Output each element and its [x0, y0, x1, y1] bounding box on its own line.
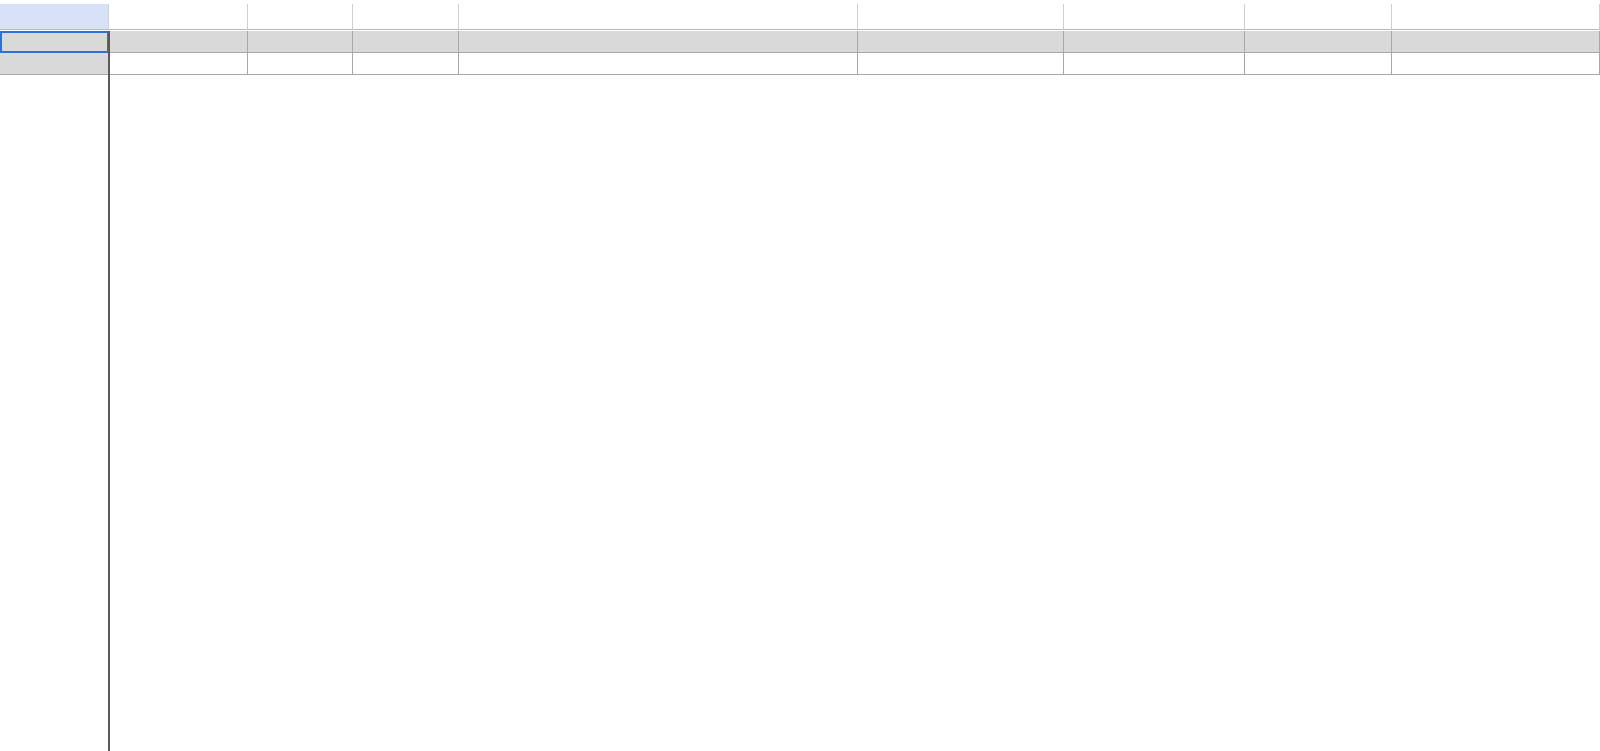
cell-revenue-potential[interactable]	[459, 53, 858, 75]
header-enjoy-work[interactable]	[1245, 31, 1392, 53]
cell-ytd-revenue[interactable]	[353, 53, 459, 75]
column-header-c[interactable]	[248, 4, 353, 30]
column-header-e[interactable]	[459, 4, 858, 30]
column-header-a[interactable]	[0, 4, 109, 30]
header-patient-name[interactable]	[109, 31, 248, 53]
cell-respect-grade[interactable]	[858, 53, 1064, 75]
column-header-h[interactable]	[1245, 4, 1392, 30]
column-header-i[interactable]	[1392, 4, 1600, 30]
cell-enjoy-grade[interactable]	[1245, 53, 1392, 75]
frozen-column-divider	[108, 31, 110, 751]
header-history-stability[interactable]	[1064, 31, 1245, 53]
cell-ancillary-grade[interactable]	[1392, 53, 1600, 75]
cell-action-step[interactable]	[0, 53, 109, 75]
header-respect-boundaries[interactable]	[858, 31, 1064, 53]
column-header-b[interactable]	[109, 4, 248, 30]
column-header-row	[0, 0, 1600, 31]
cell-patient-name[interactable]	[109, 53, 248, 75]
header-ytd-revenue[interactable]	[353, 31, 459, 53]
header-action-step[interactable]	[0, 31, 109, 53]
cell-history-grade[interactable]	[1064, 53, 1245, 75]
column-header-d[interactable]	[353, 4, 459, 30]
header-revenue-potential[interactable]	[459, 31, 858, 53]
cell-hourly-rate[interactable]	[248, 53, 353, 75]
column-header-g[interactable]	[1064, 4, 1245, 30]
header-hourly-rate[interactable]	[248, 31, 353, 53]
column-header-f[interactable]	[858, 4, 1064, 30]
header-ancillary-work[interactable]	[1392, 31, 1600, 53]
